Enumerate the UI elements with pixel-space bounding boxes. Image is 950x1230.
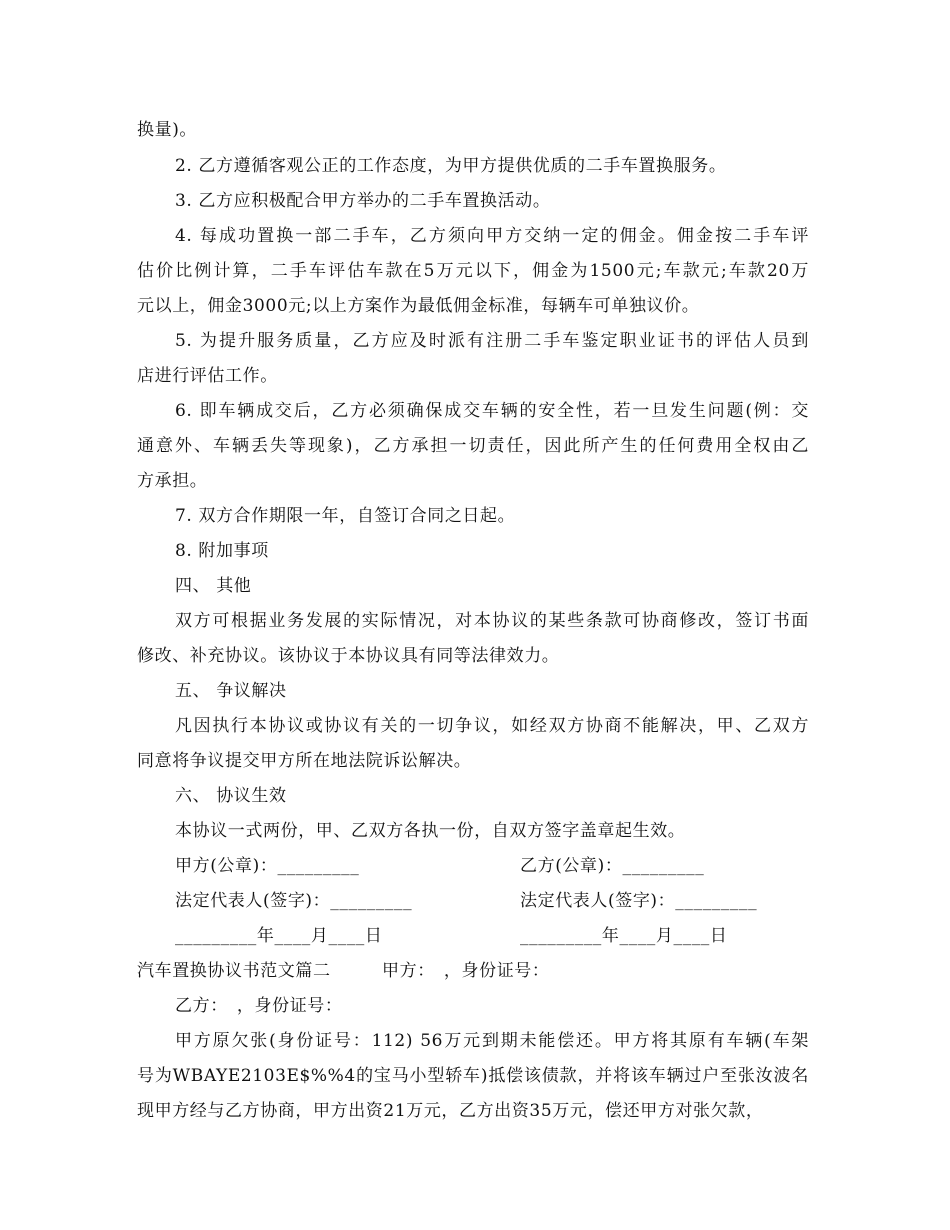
clause-4: 4. 每成功置换一部二手车，乙方须向甲方交纳一定的佣金。佣金按二手车评 <box>175 226 809 246</box>
text-line: 号为WBAYE2103E$%%4的宝马小型轿车)抵偿该债款，并将该车辆过户至张汝波名 <box>137 1066 809 1086</box>
party-a-id: 甲方： ，身份证号： <box>382 961 550 981</box>
body-text: 甲方原欠张(身份证号：112) 56万元到期未能偿还。甲方将其原有车辆(车架 <box>175 1031 809 1051</box>
section-heading-4: 四、 其他 <box>175 576 252 596</box>
clause-5: 5. 为提升服务质量，乙方应及时派有注册二手车鉴定职业证书的评估人员到 <box>175 331 809 351</box>
party-a-date: _________年____月____日 <box>175 926 383 946</box>
section-6-text: 本协议一式两份，甲、乙双方各执一份，自双方签字盖章起生效。 <box>175 821 686 841</box>
section-heading-5: 五、 争议解决 <box>175 681 287 701</box>
text-line: 现甲方经与乙方协商，甲方出资21万元，乙方出资35万元，偿还甲方对张欠款， <box>137 1101 764 1121</box>
party-b-id: 乙方： ，身份证号： <box>175 996 343 1016</box>
text-line: 通意外、车辆丢失等现象)，乙方承担一切责任，因此所产生的任何费用全权由乙 <box>137 436 809 456</box>
text-line: 方承担。 <box>137 471 208 491</box>
party-b-representative: 法定代表人(签字)：_________ <box>520 891 758 911</box>
text-line: 元以上，佣金3000元;以上方案作为最低佣金标准，每辆车可单独议价。 <box>137 296 700 316</box>
clause-6: 6. 即车辆成交后，乙方必须确保成交车辆的安全性，若一旦发生问题(例：交 <box>175 401 809 421</box>
party-b-seal: 乙方(公章)：_________ <box>520 856 705 876</box>
text-line: 同意将争议提交甲方所在地法院诉讼解决。 <box>137 751 472 771</box>
text-line: 修改、补充协议。该协议于本协议具有同等法律效力。 <box>137 646 560 666</box>
clause-3: 3. 乙方应积极配合甲方举办的二手车置换活动。 <box>175 191 551 211</box>
clause-7: 7. 双方合作期限一年，自签订合同之日起。 <box>175 506 516 526</box>
party-a-seal: 甲方(公章)：_________ <box>175 856 360 876</box>
clause-2: 2. 乙方遵循客观公正的工作态度，为甲方提供优质的二手车置换服务。 <box>175 156 727 176</box>
text-line: 换量)。 <box>137 120 198 140</box>
section-5-text: 凡因执行本协议或协议有关的一切争议，如经双方协商不能解决，甲、乙双方 <box>175 716 809 736</box>
section-4-text: 双方可根据业务发展的实际情况，对本协议的某些条款可协商修改，签订书面 <box>175 611 809 631</box>
text-line: 估价比例计算，二手车评估车款在5万元以下，佣金为1500元;车款元;车款20万 <box>137 261 809 281</box>
text-line: 店进行评估工作。 <box>137 366 278 386</box>
section-heading-6: 六、 协议生效 <box>175 786 287 806</box>
party-a-representative: 法定代表人(签字)：_________ <box>175 891 413 911</box>
clause-8: 8. 附加事项 <box>175 541 269 561</box>
party-b-date: _________年____月____日 <box>520 926 728 946</box>
document-title-2: 汽车置换协议书范文篇二 <box>137 961 331 981</box>
